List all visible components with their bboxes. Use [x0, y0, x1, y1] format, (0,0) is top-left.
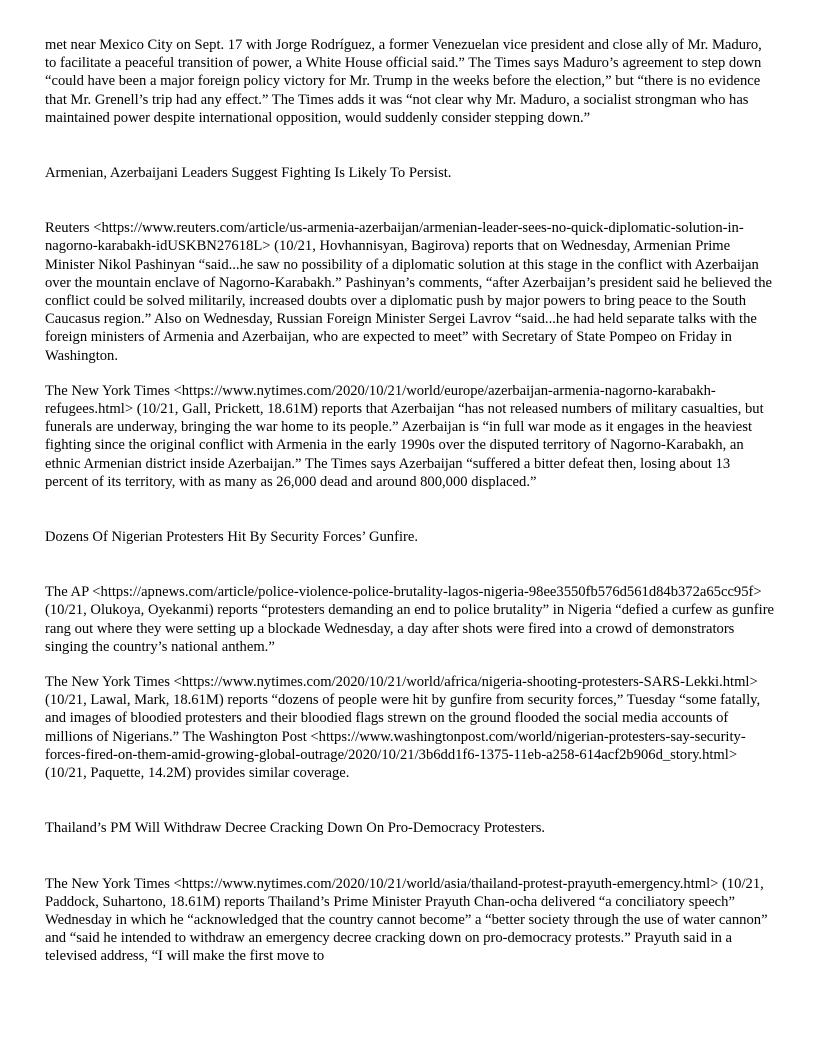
headline-nigeria-protesters: Dozens Of Nigerian Protesters Hit By Security Forces’ Gunfire.: [45, 529, 418, 546]
paragraph-maduro-transition: met near Mexico City on Sept. 17 with Jorge Rodríguez, a former Venezuelan vice president and close ally of Mr. Maduro, to facilitate a peaceful transition of power, a White House official said.” The Times says Maduro’s agreement to step down “could have been a major foreign policy victory for Mr. Trump in the weeks before the election,” but “there is no evidence that Mr. Grenell’s trip had any effect.” The Times adds it was “not clear why Mr. Maduro, a socialist strongman who has maintained power despite international opposition, would suddenly consider stepping down.”: [45, 37, 762, 126]
paragraph-nyt-azerbaijan: The New York Times <https://www.nytimes.com/2020/10/21/world/europe/azerbaijan-armenia-nagorno-karabakh-refugees.html> (10/21, Gall, Prickett, 18.61M) reports that Azerbaijan “has not released numbers of military casualties, but funerals are underway, bringing the war home to its people.” Azerbaijan is “in full war mode as it engages in the heaviest fighting since the original conflict with Armenia in the early 1990s over the disputed territory of Nagorno-Karabakh, an ethnic Armenian district inside Azerbaijan.” The Times says Azerbaijan “suffered a bitter defeat then, losing about 13 percent of its territory, with as many as 26,000 dead and around 800,000 displaced.”: [45, 382, 764, 490]
spacer: [45, 365, 775, 382]
spacer: [45, 491, 775, 528]
headline-thailand-decree: Thailand’s PM Will Withdraw Decree Cracking Down On Pro-Democracy Protesters.: [45, 820, 546, 837]
paragraph-reuters-armenia: Reuters <https://www.reuters.com/article/us-armenia-azerbaijan/armenian-leader-sees-no-quick-diplomatic-solution-in-nagorno-karabakh-idUSKBN27618L> (10/21, Hovhannisyan, Bagirova) reports that on Wednesday, Armenian Prime Minister Nikol Pashinyan “said...he saw no possibility of a diplomatic solution at this stage in the conflict with Azerbaijan over the mountain enclave of Nagorno-Karabakh.” Pashinyan’s comments, “after Azerbaijan’s president said he believed the conflict could be solved militarily, increased doubts over a diplomatic push by major powers to bring peace to the South Caucasus region.” Also on Wednesday, Russian Foreign Minister Sergei Lavrov “said...he had held separate talks with the foreign ministers of Armenia and Azerbaijan, who are expected to meet” with Secretary of State Pompeo on Friday in Washington.: [45, 220, 772, 364]
spacer: [45, 546, 775, 583]
headline-armenia-azerbaijan: Armenian, Azerbaijani Leaders Suggest Fighting Is Likely To Persist.: [45, 165, 452, 182]
document-page: [45, 36, 775, 966]
spacer: [45, 656, 775, 673]
spacer: [45, 182, 775, 219]
spacer: [45, 838, 775, 875]
spacer: [45, 127, 775, 164]
spacer: [45, 782, 775, 819]
paragraph-nyt-nigeria: The New York Times <https://www.nytimes.com/2020/10/21/world/africa/nigeria-shooting-protesters-SARS-Lekki.html> (10/21, Lawal, Mark, 18.61M) reports “dozens of people were hit by gunfire from security forces,” Tuesday “some fatally, and images of bloodied protesters and their bloodied flags strewn on the ground flooded the social media accounts of millions of Nigerians.” The Washington Post <https://www.washingtonpost.com/world/nigerian-protesters-say-security-forces-fired-on-them-amid-growing-global-outrage/2020/10/21/3b6dd1f6-1375-11eb-a258-614acf2b906d_story.html> (10/21, Paquette, 14.2M) provides similar coverage.: [45, 674, 761, 782]
paragraph-nyt-thailand: The New York Times <https://www.nytimes.com/2020/10/21/world/asia/thailand-protest-prayuth-emergency.html> (10/21, Paddock, Suhartono, 18.61M) reports Thailand’s Prime Minister Prayuth Chan-ocha delivered “a conciliatory speech” Wednesday in which he “acknowledged that the country cannot become” a “better society through the use of water cannon” and “said he intended to withdraw an emergency decree cracking down on pro-democracy protests.” Prayuth said in a televised address, “I will make the first move to: [45, 875, 768, 965]
paragraph-ap-nigeria: The AP <https://apnews.com/article/police-violence-police-brutality-lagos-nigeria-98ee3550fb576d561d84b372a65cc95f> (10/21, Olukoya, Oyekanmi) reports “protesters demanding an end to police brutality” in Nigeria “defied a curfew as gunfire rang out where they were setting up a blockade Wednesday, a day after shots were fired into a crowd of demonstrators singing the country’s national anthem.”: [45, 584, 775, 655]
